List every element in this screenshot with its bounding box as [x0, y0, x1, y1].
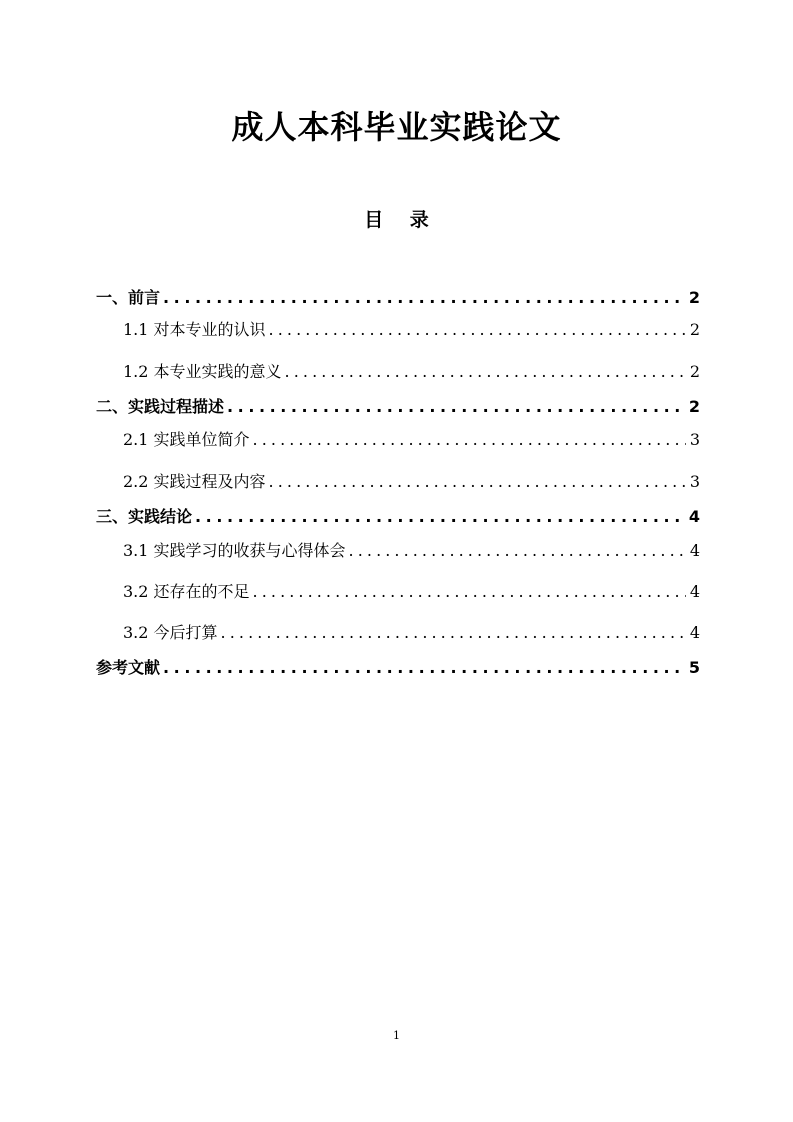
toc-entry-text: 1.1 对本专业的认识	[123, 320, 266, 339]
toc-dot-leader	[349, 539, 686, 563]
toc-dot-leader	[285, 360, 686, 384]
toc-entry-text: 3.2 还存在的不足	[123, 582, 250, 601]
toc-entry-page: 2	[689, 362, 700, 381]
toc-entry-text: 3.1 实践学习的收获与心得体会	[123, 541, 346, 560]
toc-entry-page: 2	[689, 320, 700, 339]
toc-entry-text: 2.2 实践过程及内容	[123, 472, 266, 491]
toc-entry-text: 三、实践结论	[96, 507, 193, 526]
toc-entry-page: 2	[688, 288, 700, 307]
toc-entry-preface[interactable]	[96, 286, 700, 310]
toc-entry-2-2[interactable]	[123, 470, 700, 494]
toc-entry-text: 3.2 今后打算	[123, 623, 218, 642]
toc-dot-leader	[269, 470, 686, 494]
page-number: 1	[393, 1029, 400, 1042]
toc-entry-page: 4	[689, 541, 700, 560]
toc-entry-page: 4	[688, 507, 700, 526]
toc-dot-leader	[163, 286, 685, 310]
toc-entry-2-1[interactable]	[123, 428, 700, 452]
document-title: 成人本科毕业实践论文	[231, 108, 562, 146]
toc-entry-text: 二、实践过程描述	[96, 397, 225, 416]
toc-entry-page: 3	[689, 472, 700, 491]
toc-entry-3-2-plans[interactable]	[123, 621, 700, 645]
toc-entry-text: 2.1 实践单位简介	[123, 430, 250, 449]
toc-entry-practice-process[interactable]	[96, 395, 700, 419]
toc-entry-page: 5	[688, 658, 700, 677]
toc-entry-3-2[interactable]	[123, 580, 700, 604]
toc-entry-page: 2	[688, 397, 700, 416]
toc-entry-1-2[interactable]	[123, 360, 700, 384]
toc-dot-leader	[269, 318, 686, 342]
toc-entry-page: 3	[689, 430, 700, 449]
toc-dot-leader	[253, 428, 686, 452]
toc-entry-page: 4	[689, 582, 700, 601]
toc-entry-page: 4	[689, 623, 700, 642]
toc-entry-1-1[interactable]	[123, 318, 700, 342]
toc-entry-references[interactable]	[96, 656, 700, 680]
toc-dot-leader	[163, 656, 685, 680]
toc-entry-practice-conclusion[interactable]	[96, 505, 700, 529]
toc-dot-leader	[227, 395, 685, 419]
toc-entry-text: 参考文献	[96, 658, 161, 677]
toc-entry-text: 1.2 本专业实践的意义	[123, 362, 282, 381]
toc-heading: 目 录	[364, 209, 439, 231]
toc-dot-leader	[221, 621, 686, 645]
toc-dot-leader	[195, 505, 685, 529]
toc-entry-3-1[interactable]	[123, 539, 700, 563]
toc-dot-leader	[253, 580, 686, 604]
toc-entry-text: 一、前言	[96, 288, 161, 307]
